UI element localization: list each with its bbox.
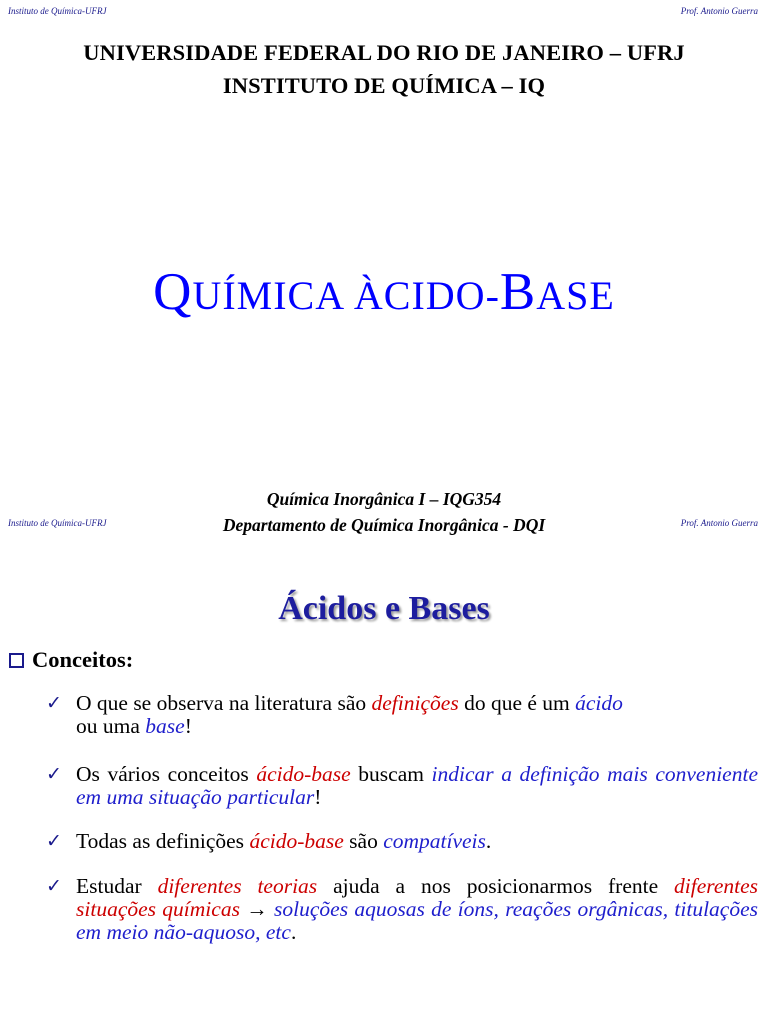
university-line-2: INSTITUTO DE QUÍMICA – IQ [222, 73, 546, 98]
bullet-item [46, 874, 758, 944]
title-cap-q: Q [153, 263, 193, 321]
bullet-text: Os vários conceitos ácido-base buscam indicar a definição mais conveniente em uma situação particular! [76, 762, 758, 809]
title-mid: UÍMICA ÀCIDO- [192, 273, 500, 318]
main-title [0, 262, 768, 326]
checkmark-icon: ✓ [46, 831, 62, 852]
header-institute: Instituto de Química-UFRJ [8, 6, 107, 16]
slide-title: Ácidos e Bases [278, 590, 490, 627]
university-heading [0, 36, 768, 102]
section-label: Conceitos: [32, 647, 134, 672]
bullet-text: O que se observa na literatura são definições do que é um ácido ou uma base! [76, 691, 623, 738]
bullet-item [46, 762, 758, 809]
checkmark-icon: ✓ [46, 764, 62, 785]
title-end: ASE [536, 273, 615, 318]
title-cap-b: B [499, 263, 537, 321]
checkmark-icon: ✓ [46, 876, 62, 897]
department-name: Departamento de Química Inorgânica - DQI [222, 515, 546, 535]
checkmark-icon: ✓ [46, 693, 62, 714]
university-line-1: UNIVERSIDADE FEDERAL DO RIO DE JANEIRO – UFRJ [83, 40, 685, 65]
section-heading [9, 647, 133, 673]
course-name: Química Inorgânica I – IQG354 [266, 489, 502, 509]
bullet-item [46, 691, 758, 738]
slide-acids-bases [0, 512, 768, 1024]
header-institute: Instituto de Química-UFRJ [8, 518, 107, 528]
header-professor: Prof. Antonio Guerra [680, 518, 758, 528]
bullet-item [46, 829, 758, 853]
arrow-right-icon: → [246, 897, 268, 921]
bullet-text: Todas as definições ácido-base são compatíveis. [76, 829, 492, 853]
header-professor: Prof. Antonio Guerra [680, 6, 758, 16]
square-bullet-icon [9, 653, 24, 668]
bullet-text: Estudar diferentes teorias ajuda a nos posicionarmos frente diferentes situações químicas → soluções aquosas de íons, reações orgânicas, titulações em meio não-aquoso, etc. [76, 874, 758, 944]
